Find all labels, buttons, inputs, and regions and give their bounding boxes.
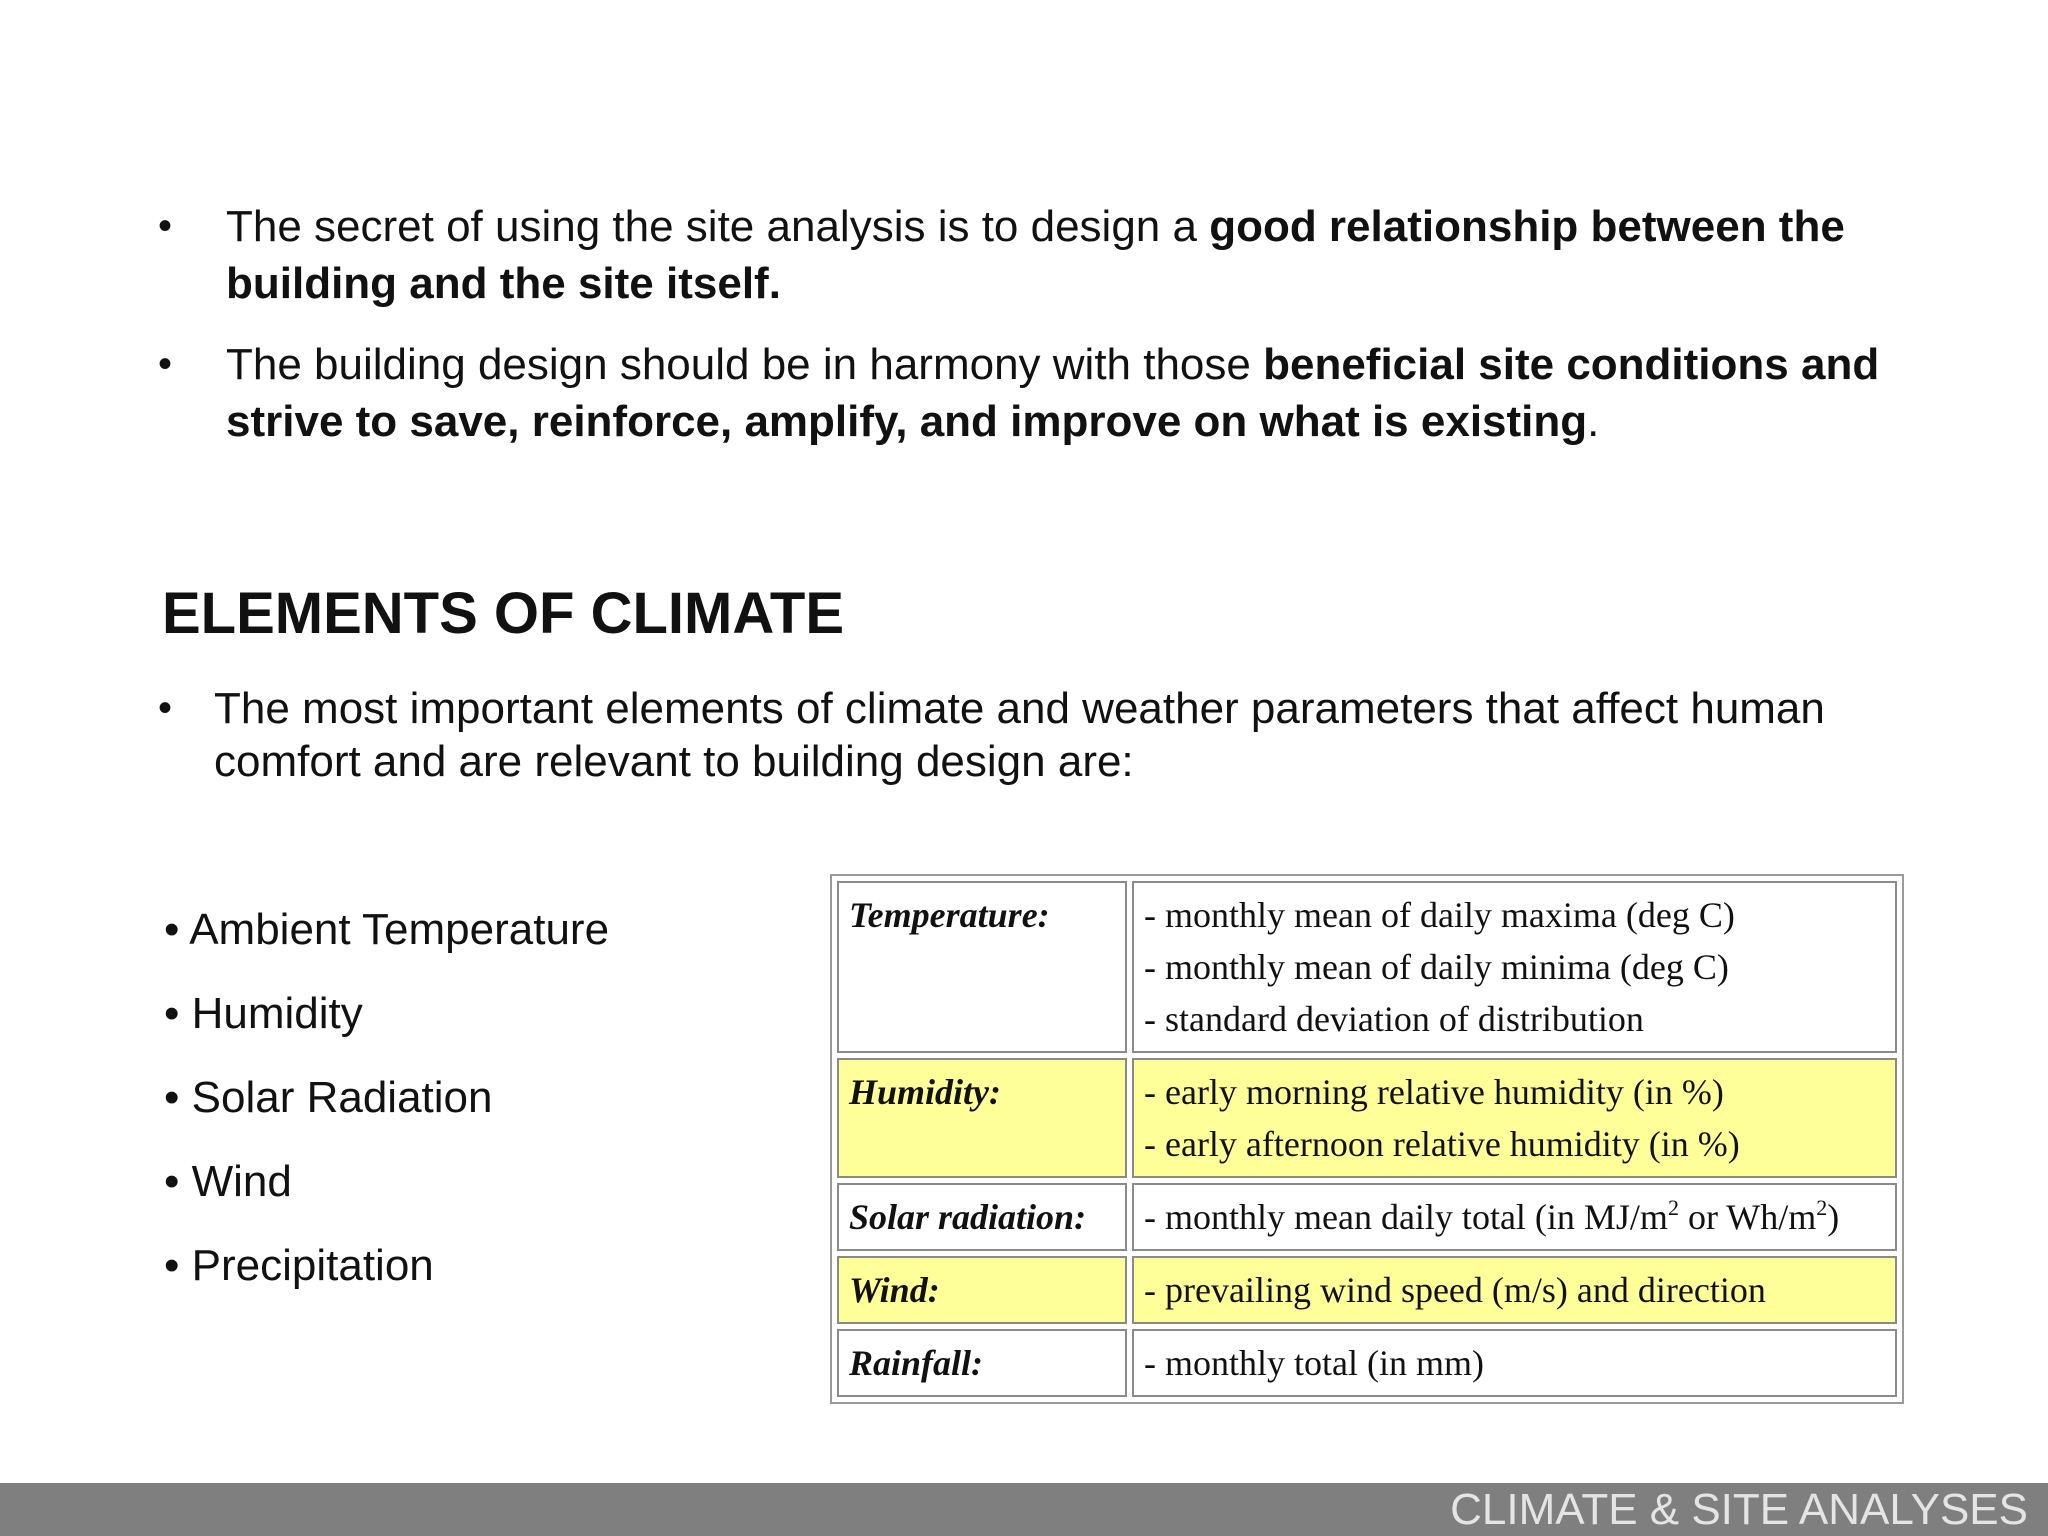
intro-bullet-1 [158,198,1918,312]
list-item: • Wind [164,1157,292,1206]
solar-text-a: - monthly mean daily total (in MJ/m [1144,1197,1668,1237]
table-row-humidity [837,1058,1897,1178]
desc-cell [1132,1256,1897,1324]
desc-cell [1132,1183,1897,1251]
bullet-dot: • [158,204,173,248]
table-row-wind [837,1256,1897,1324]
footer-bar [0,1483,2048,1536]
desc-line: - monthly mean of daily maxima (deg C) [1144,895,1735,935]
param-cell: Solar radiation: [837,1183,1127,1251]
desc-cell [1132,1329,1897,1397]
param-cell: Humidity: [837,1058,1127,1178]
climate-parameters-table [830,874,1904,1404]
superscript: 2 [1667,1195,1679,1220]
climate-elements-list [164,902,609,1322]
list-item: • Humidity [164,989,363,1038]
intro-bullet-1-bold: good relationship between the building and the site itself. [226,202,1845,308]
solar-text-c: ) [1827,1197,1840,1237]
footer-title: CLIMATE & SITE ANALYSES [1450,1485,2028,1534]
list-item: • Precipitation [164,1241,434,1290]
param-cell: Wind: [837,1256,1127,1324]
list-item: • Solar Radiation [164,1073,493,1122]
desc-line: - standard deviation of distribution [1144,999,1644,1039]
intro-bullet-list [158,198,1918,474]
table-row-solar-radiation [837,1183,1897,1251]
bullet-dot: • [158,342,173,386]
param-cell: Temperature: [837,881,1127,1053]
section-heading: ELEMENTS OF CLIMATE [162,581,845,646]
intro-bullet-2-text: The building design should be in harmony with those [226,340,1264,389]
intro-bullet-2 [158,336,1918,450]
solar-text-b: or Wh/m [1678,1197,1817,1237]
intro-bullet-2-tail: . [1587,397,1600,446]
desc-line: - monthly total (in mm) [1144,1343,1484,1383]
bullet-dot: • [158,686,173,730]
intro-bullet-2-bold: beneficial site conditions and strive to save, reinforce, amplify, and improve on what is existing [226,340,1880,446]
section-intro-text: The most important elements of climate and weather parameters that affect human comfort and are relevant to building design are: [214,684,1825,786]
param-cell: Rainfall: [837,1329,1127,1397]
desc-line [1144,1191,1885,1243]
section-intro-bullet [158,682,1954,788]
desc-line: - early afternoon relative humidity (in %) [1144,1124,1740,1164]
desc-line: - monthly mean of daily minima (deg C) [1144,947,1729,987]
table-row-temperature [837,881,1897,1053]
list-item: • Ambient Temperature [164,905,610,954]
table-row-rainfall [837,1329,1897,1397]
desc-cell [1132,881,1897,1053]
superscript: 2 [1816,1195,1828,1220]
desc-line: - early morning relative humidity (in %) [1144,1072,1724,1112]
desc-line: - prevailing wind speed (m/s) and direction [1144,1270,1766,1310]
desc-cell [1132,1058,1897,1178]
intro-bullet-1-text: The secret of using the site analysis is to design a [226,202,1210,251]
